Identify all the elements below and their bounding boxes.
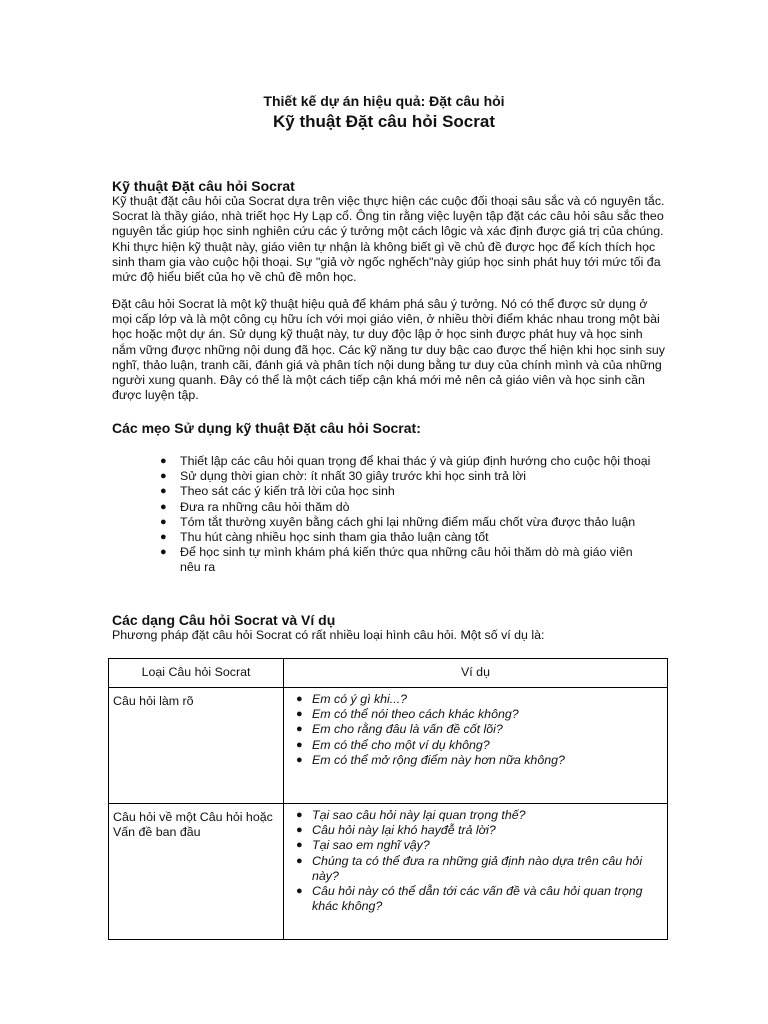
bullet-icon: ● [296, 854, 303, 867]
bullet-icon: ● [160, 515, 167, 528]
column-header-type: Loại Câu hỏi Socrat [109, 659, 284, 688]
bullet-icon: ● [296, 723, 303, 736]
question-types-intro: Phương pháp đặt câu hỏi Socrat có rất nhiều loại hình câu hỏi. Một số ví dụ là: [112, 628, 545, 642]
list-item: ● Em có ý gì khi...? [296, 692, 408, 706]
table-row [109, 688, 668, 804]
list-item: ● Câu hỏi này lại khó hayđễ trả lời? [296, 823, 496, 838]
column-header-examples: Ví dụ [284, 659, 668, 688]
list-item: ● Câu hỏi này có thể dẫn tới các vấn đề và câu hỏi quan trọng khác không? [296, 884, 643, 914]
bullet-icon: ● [296, 753, 303, 766]
list-item: ● Em cho rằng đâu là vấn đề cốt lõi? [296, 722, 503, 737]
list-item: ● Tóm tắt thường xuyên bằng cách ghi lại những điểm mấu chốt vừa được thảo luận [160, 514, 636, 529]
question-types-table [108, 658, 668, 940]
tips-list [112, 454, 668, 576]
table-row [109, 804, 668, 940]
bullet-icon: ● [160, 546, 167, 559]
section-heading-socratic-technique: Kỹ thuật Đặt câu hỏi Socrat [112, 178, 295, 194]
list-item: ● Em có thể nói theo cách khác không? [296, 707, 519, 722]
list-item: ● Đưa ra những câu hỏi thăm dò [160, 499, 350, 514]
examples-list [284, 692, 663, 768]
intro-paragraph-2: Đặt câu hỏi Socrat là một kỹ thuật hiệu quả để khám phá sâu ý tưởng. Nó có thể được sử dụng ở mọi cấp lớp và là một công cụ hữu ích với mọi giáo viên, ở nhiều thời điểm khác nhau trong một bài học hoặc một dự án. Sử dụng kỹ thuật này, tư duy độc lập ở học sinh được phát huy và học sinh nắm vững được những nội dung đã học. Các kỹ năng tư duy bậc cao được thể hiện khi học sinh suy nghĩ, thảo luận, tranh cãi, đánh giá và phân tích nội dung bằng tư duy của chính mình và của những người xung quanh. Đây có thể là một cách tiếp cận khá mới mẻ nên cả giáo viên và học sinh cần được luyện tập. [112, 297, 665, 403]
bullet-icon: ● [160, 485, 167, 498]
bullet-icon: ● [296, 885, 303, 898]
list-item: ● Em có thể cho một ví dụ không? [296, 737, 490, 752]
intro-paragraph-1: Kỹ thuật đặt câu hỏi của Socrat dựa trên việc thực hiện các cuộc đối thoại sâu sắc và có nguyên tắc. Socrat là thầy giáo, nhà triết học Hy Lạp cổ. Ông tin rằng việc luyện tập đặt các câu hỏi sâu sắc theo nguyên tắc giúp học sinh nghiên cứu các ý tưởng một cách lôgic và xác định được giá trị của chúng. Khi thực hiện kỹ thuật này, giáo viên tự nhận là không biết gì về chủ đề được học để kích thích học sinh tham gia vào cuộc hội thoại. Sự "giả vờ ngốc nghếch"này giúp học sinh phát huy tới mức tối đa mức độ hiểu biết của họ về chủ đề môn học. [112, 194, 665, 285]
bullet-icon: ● [160, 455, 167, 467]
list-item: ● Để học sinh tự mình khám phá kiến thức qua những câu hỏi thăm dò mà giáo viên nêu ra [160, 545, 633, 575]
list-item: ● Thu hút càng nhiều học sinh tham gia thảo luận càng tốt [160, 530, 489, 545]
bullet-icon: ● [296, 809, 303, 821]
bullet-icon: ● [160, 470, 167, 483]
section-heading-question-types: Các dạng Câu hỏi Socrat và Ví dụ [112, 612, 336, 628]
list-item: ● Chúng ta có thể đưa ra những giả định nào dựa trên câu hỏi này? [296, 853, 643, 883]
question-type-cell: Câu hỏi làm rõ [109, 688, 284, 804]
bullet-icon: ● [160, 531, 167, 544]
bullet-icon: ● [296, 738, 303, 751]
examples-cell [284, 688, 668, 804]
list-item: ● Theo sát các ý kiến trả lời của học sinh [160, 484, 395, 499]
document-title: Thiết kế dự án hiệu quả: Đặt câu hỏi [263, 93, 505, 109]
list-item: ● Thiết lập các câu hỏi quan trọng để khai thác ý và giúp định hướng cho cuộc hội thoại [160, 454, 651, 468]
bullet-icon: ● [296, 708, 303, 721]
list-item: ● Tại sao em nghĩ vậy? [296, 838, 430, 853]
document-subtitle: Kỹ thuật Đặt câu hỏi Socrat [273, 112, 495, 131]
table-header-row [109, 659, 668, 688]
examples-cell [284, 804, 668, 940]
list-item: ● Tại sao câu hỏi này lại quan trọng thế? [296, 808, 526, 822]
bullet-icon: ● [160, 500, 167, 513]
question-type-cell: Câu hỏi về một Câu hỏi hoặc Vấn đề ban đầu [109, 804, 284, 940]
list-item: ● Em có thể mở rộng điểm này hơn nữa không? [296, 752, 565, 767]
bullet-icon: ● [296, 824, 303, 837]
bullet-icon: ● [296, 839, 303, 852]
section-heading-tips: Các mẹo Sử dụng kỹ thuật Đặt câu hỏi Socrat: [112, 420, 421, 436]
bullet-icon: ● [296, 693, 303, 705]
list-item: ● Sử dụng thời gian chờ: ít nhất 30 giây trước khi học sinh trả lời [160, 469, 526, 484]
examples-list [284, 808, 663, 914]
